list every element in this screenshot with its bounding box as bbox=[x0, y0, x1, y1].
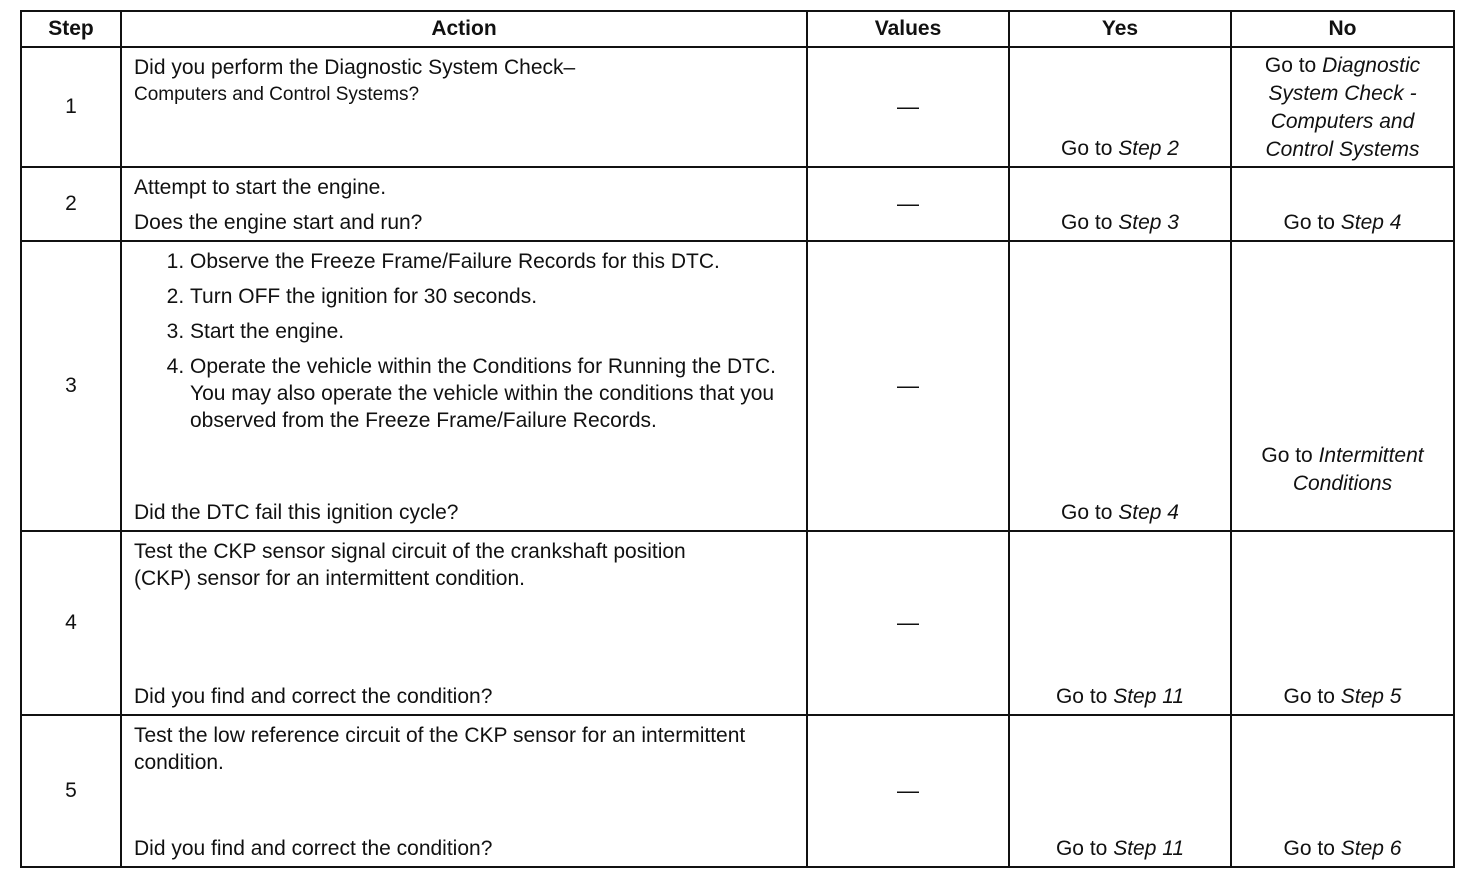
value-cell: — bbox=[807, 241, 1009, 531]
table-row bbox=[21, 241, 1454, 531]
yes-prefix: Go to bbox=[1061, 211, 1113, 234]
yes-link[interactable]: Step 3 bbox=[1118, 211, 1179, 234]
no-cell bbox=[1231, 715, 1454, 867]
no-link[interactable]: Step 5 bbox=[1340, 685, 1402, 708]
action-text: Test the CKP sensor signal circuit of the crankshaft position (CKP) sensor for an intermittent condition. bbox=[134, 540, 686, 590]
no-prefix: Go to bbox=[1283, 685, 1335, 708]
action-cell bbox=[121, 241, 807, 531]
no-link[interactable]: Step 4 bbox=[1340, 211, 1402, 234]
header-row bbox=[21, 11, 1454, 47]
yes-cell bbox=[1009, 241, 1231, 531]
yes-cell bbox=[1009, 167, 1231, 241]
no-prefix: Go to bbox=[1264, 54, 1317, 77]
no-cell bbox=[1231, 47, 1454, 167]
header-values: Values bbox=[807, 11, 1009, 47]
list-item: 4. Operate the vehicle within the Conditions for Running the DTC. You may also operate the vehicle within the conditions that you observed from the Freeze Frame/Failure Records. bbox=[190, 353, 796, 434]
no-prefix: Go to bbox=[1283, 837, 1335, 860]
yes-prefix: Go to bbox=[1055, 837, 1108, 860]
step-number: 4 bbox=[21, 531, 121, 715]
step-number: 3 bbox=[21, 241, 121, 531]
value-cell: — bbox=[807, 531, 1009, 715]
yes-link[interactable]: Step 11 bbox=[1113, 685, 1185, 708]
yes-link[interactable]: Step 2 bbox=[1118, 137, 1179, 160]
action-question: Does the engine start and run? bbox=[134, 211, 423, 234]
value-cell: — bbox=[807, 715, 1009, 867]
no-link[interactable]: Step 6 bbox=[1340, 837, 1402, 860]
yes-link[interactable]: Step 11 bbox=[1113, 837, 1185, 860]
list-item: 1. Observe the Freeze Frame/Failure Records for this DTC. bbox=[190, 248, 796, 275]
header-yes: Yes bbox=[1009, 11, 1231, 47]
no-link[interactable]: Computers and bbox=[1270, 110, 1415, 133]
list-item: 3. Start the engine. bbox=[190, 318, 796, 345]
yes-link[interactable]: Step 4 bbox=[1118, 501, 1179, 524]
header-no: No bbox=[1231, 11, 1454, 47]
action-text: Attempt to start the engine. bbox=[134, 176, 387, 199]
yes-prefix: Go to bbox=[1055, 685, 1108, 708]
header-step: Step bbox=[21, 11, 121, 47]
step-number: 5 bbox=[21, 715, 121, 867]
action-text: Did you perform the Diagnostic System Check– bbox=[134, 56, 576, 79]
yes-cell bbox=[1009, 47, 1231, 167]
table-row bbox=[21, 47, 1454, 167]
no-link[interactable]: Intermittent bbox=[1318, 444, 1424, 467]
no-prefix: Go to bbox=[1283, 211, 1335, 234]
no-cell bbox=[1231, 531, 1454, 715]
yes-cell bbox=[1009, 531, 1231, 715]
table-row bbox=[21, 167, 1454, 241]
no-link[interactable]: System Check - bbox=[1268, 82, 1417, 105]
action-text: Test the low reference circuit of the CKP sensor for an intermittent condition. bbox=[134, 724, 746, 774]
no-cell bbox=[1231, 167, 1454, 241]
value-cell: — bbox=[807, 47, 1009, 167]
yes-prefix: Go to bbox=[1061, 501, 1113, 524]
action-cell bbox=[121, 167, 807, 241]
action-steps-list bbox=[134, 248, 796, 434]
table-row bbox=[21, 531, 1454, 715]
action-cell bbox=[121, 715, 807, 867]
action-question: Did you find and correct the condition? bbox=[134, 685, 493, 708]
action-question: Did you find and correct the condition? bbox=[134, 837, 493, 860]
no-link[interactable]: Control Systems bbox=[1265, 138, 1420, 161]
table-row bbox=[21, 715, 1454, 867]
list-item: 2. Turn OFF the ignition for 30 seconds. bbox=[190, 283, 796, 310]
yes-prefix: Go to bbox=[1061, 137, 1113, 160]
diagnostic-table bbox=[20, 10, 1455, 868]
action-text: Computers and Control Systems? bbox=[134, 84, 420, 105]
action-cell bbox=[121, 47, 807, 167]
action-question: Did the DTC fail this ignition cycle? bbox=[134, 501, 459, 524]
value-cell: — bbox=[807, 167, 1009, 241]
action-cell bbox=[121, 531, 807, 715]
yes-cell bbox=[1009, 715, 1231, 867]
no-cell bbox=[1231, 241, 1454, 531]
step-number: 2 bbox=[21, 167, 121, 241]
no-link[interactable]: Diagnostic bbox=[1322, 54, 1421, 77]
no-prefix: Go to bbox=[1261, 444, 1313, 467]
no-link[interactable]: Conditions bbox=[1292, 472, 1393, 495]
header-action: Action bbox=[121, 11, 807, 47]
step-number: 1 bbox=[21, 47, 121, 167]
